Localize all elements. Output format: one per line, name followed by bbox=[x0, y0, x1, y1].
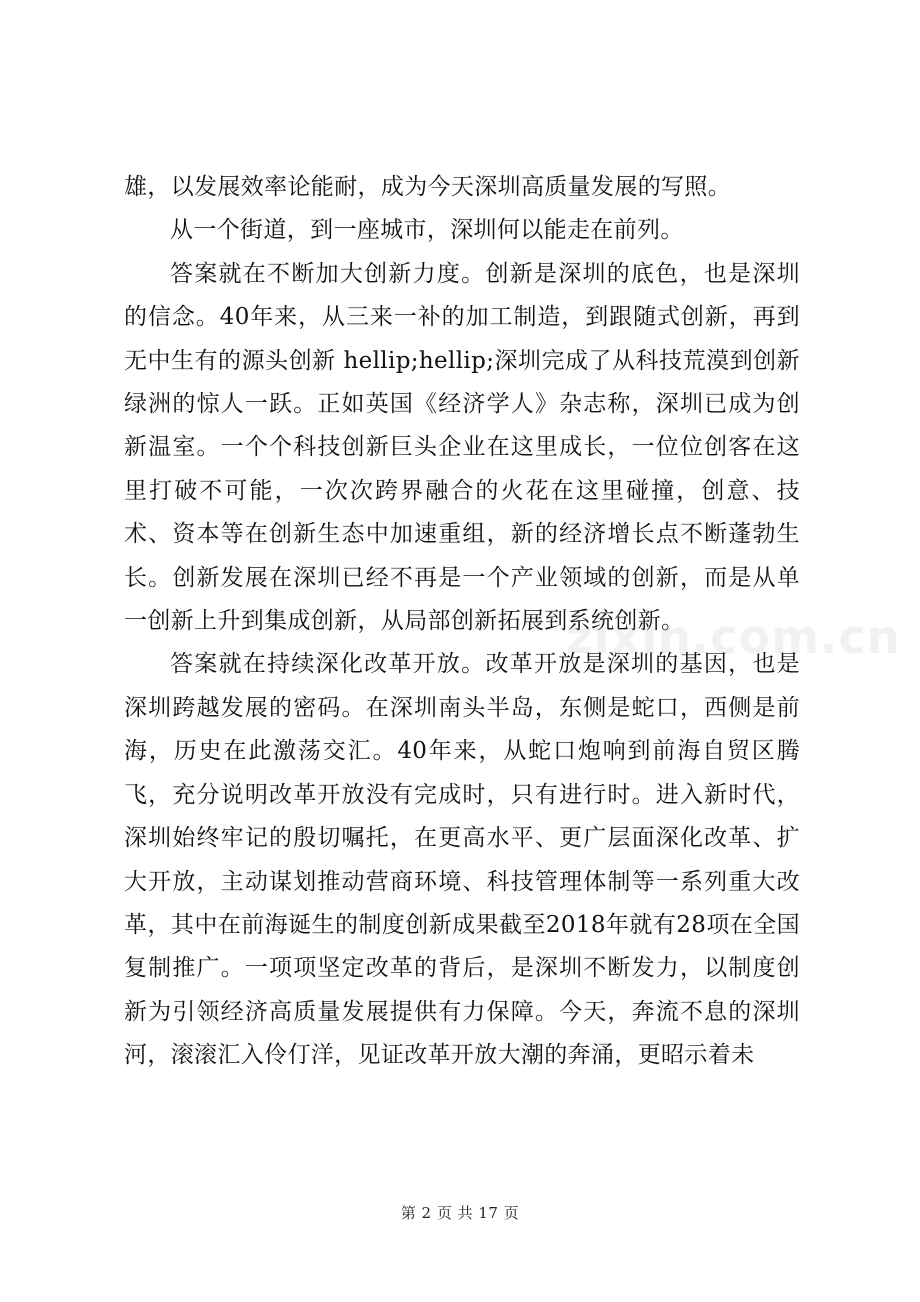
paragraph-question: 从一个街道，到一座城市，深圳何以能走在前列。 bbox=[170, 217, 684, 244]
paragraph-continuation: 雄，以发展效率论能耐，成为今天深圳高质量发展的写照。 bbox=[124, 174, 732, 200]
page-number-footer: 第 2 页 共 17 页 bbox=[400, 1204, 520, 1222]
document-body bbox=[124, 166, 800, 1078]
paragraph-innovation: 答案就在不断加大创新力度。创新是深圳的底色，也是深圳的信念。40年来，从三来一补的加工制造，到跟随式创新，再到无中生有的源头创新 hellip;hellip;深圳完成了从科技荒漠到创新绿洲的惊人一跃。正如英国《经济学人》杂志称，深圳已成为创新温室。一个个科技创新巨头企业在这里成长，一位位创客在这里打破不可能，一次次跨界融合的火花在这里碰撞，创意、技术、资本等在创新生态中加速重组，新的经济增长点不断蓬勃生长。创新发展在深圳已经不再是一个产业领域的创新，而是从单一创新上升到集成创新，从局部创新拓展到系统创新。 bbox=[124, 260, 800, 635]
paragraph-reform: 答案就在持续深化改革开放。改革开放是深圳的基因，也是深圳跨越发展的密码。在深圳南头半岛，东侧是蛇口，西侧是前海，历史在此激荡交汇。40年来，从蛇口炮响到前海自贸区腾飞，充分说明改革开放没有完成时，只有进行时。进入新时代，深圳始终牢记的殷切嘱托，在更高水平、更广层面深化改革、扩大开放，主动谋划推动营商环境、科技管理体制等一系列重大改革，其中在前海诞生的制度创新成果截至2018年就有28项在全国复制推广。一项项坚定改革的背后，是深圳不断发力，以制度创新为引领经济高质量发展提供有力保障。今天，奔流不息的深圳河，滚滚汇入伶仃洋，见证改革开放大潮的奔涌，更昭示着未 bbox=[124, 651, 800, 1069]
watermark-logo: zixin.com.cn bbox=[566, 610, 901, 664]
